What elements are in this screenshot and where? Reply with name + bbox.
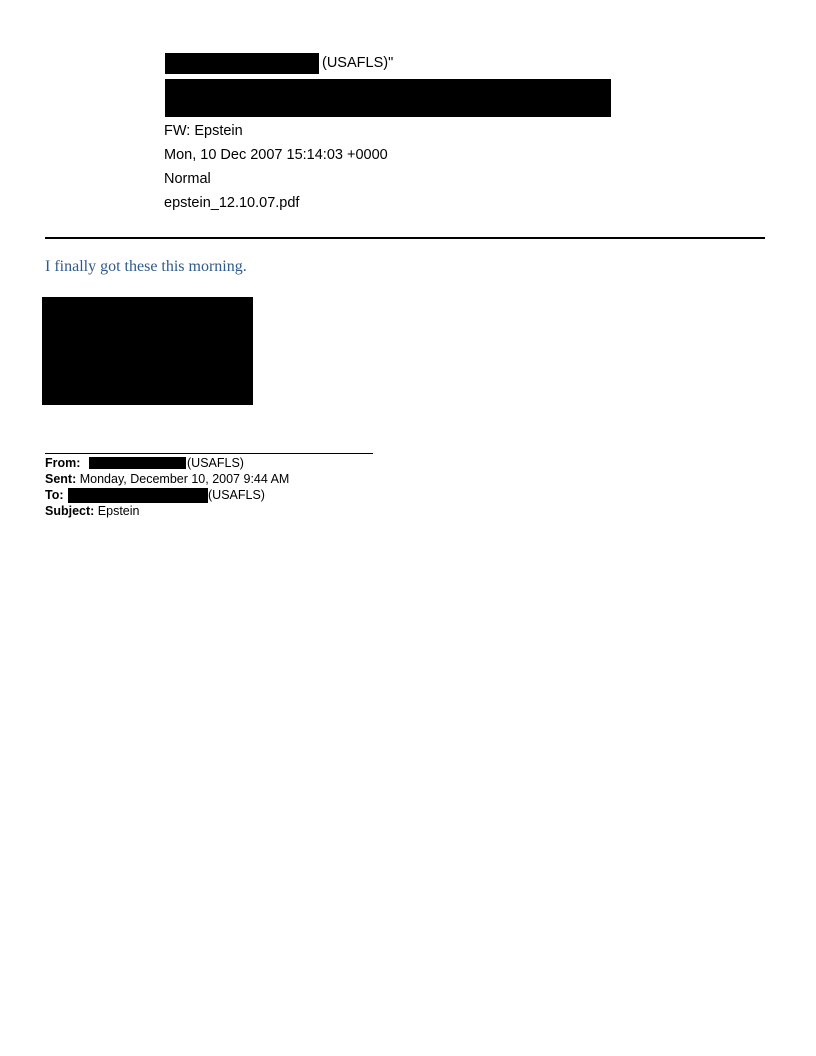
- fwd-to-value: (USAFLS): [208, 488, 265, 502]
- from-value: (USAFLS)": [322, 55, 394, 71]
- fwd-to-row: [45, 487, 445, 503]
- importance-value: Normal: [164, 171, 211, 187]
- date-value: Mon, 10 Dec 2007 15:14:03 +0000: [164, 147, 388, 163]
- subject-value: FW: Epstein: [164, 123, 243, 139]
- fwd-from-row: [45, 455, 445, 471]
- fwd-to-label: To:: [45, 488, 64, 502]
- forward-divider: [45, 453, 373, 454]
- fwd-subject-value: Epstein: [97, 504, 140, 518]
- fwd-sent-label: Sent:: [45, 472, 77, 486]
- signature-redaction: [42, 297, 253, 405]
- fwd-from-label: From:: [45, 456, 81, 470]
- fwd-subject-label: Subject:: [45, 504, 95, 518]
- header-divider: [45, 237, 765, 239]
- fwd-sent-value: Monday, December 10, 2007 9:44 AM: [79, 472, 290, 486]
- fwd-sent-row: [45, 471, 289, 487]
- redaction-block: [89, 457, 186, 469]
- redaction-block: [68, 488, 208, 503]
- redaction-block: [165, 79, 611, 117]
- attachment-link[interactable]: epstein_12.10.07.pdf: [164, 195, 300, 211]
- message-body: I finally got these this morning.: [45, 258, 247, 275]
- fwd-from-value: (USAFLS): [187, 456, 244, 470]
- fwd-subject-row: [45, 503, 140, 519]
- redaction-block: [165, 53, 319, 74]
